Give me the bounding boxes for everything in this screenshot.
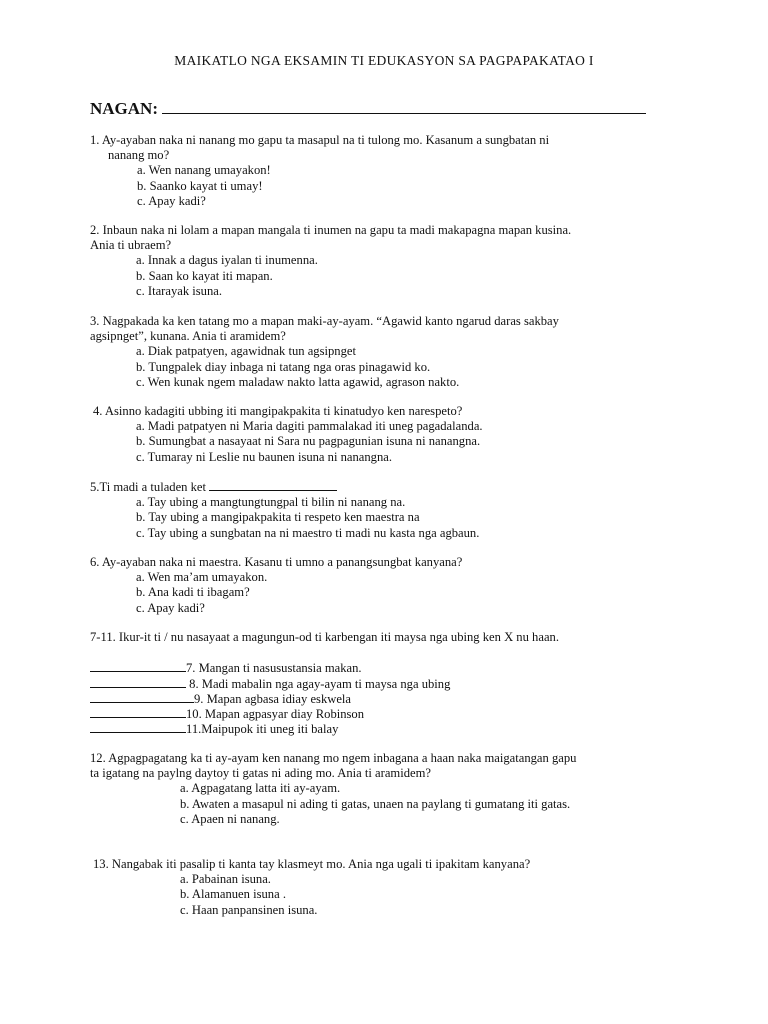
question-13-option-a: a. Pabainan isuna.	[180, 872, 271, 887]
question-9-row	[90, 691, 351, 707]
question-4-option-c: c. Tumaray ni Leslie nu baunen isuna ni nanangna.	[136, 449, 393, 464]
name-blank-line[interactable]	[162, 99, 646, 114]
question-3-stem-cont: agsipnget”, kunana. Ania ti aramidem?	[90, 329, 286, 344]
question-12-option-b: b. Awaten a masapul ni ading ti gatas, unaen na paylang ti gumatang iti gatas.	[180, 796, 571, 811]
question-4	[93, 404, 483, 465]
exam-title: MAIKATLO NGA EKSAMIN TI EDUKASYON SA PAGPAPAKATAO I	[174, 53, 594, 68]
question-1-stem: 1. Ay-ayaban naka ni nanang mo gapu ta masapul na ti tulong mo. Kasanum a sungbatan ni	[90, 133, 550, 147]
question-6-option-b: b. Ana kadi ti ibagam?	[136, 585, 250, 600]
question-4-option-b: b. Sumungbat a nasayaat ni Sara nu pagpagunian isuna ni nanangna.	[136, 434, 481, 449]
question-5-option-c: c. Tay ubing a sungbatan na ni maestro ti madi nu kasta nga agbaun.	[136, 525, 480, 540]
question-8-answer-blank[interactable]	[90, 676, 186, 688]
question-2	[90, 223, 571, 299]
question-2-option-b: b. Saan ko kayat iti mapan.	[136, 268, 273, 283]
question-3-option-a: a. Diak patpatyen, agawidnak tun agsipnget	[136, 344, 356, 359]
question-3	[90, 314, 559, 390]
question-5-stem: 5.Ti madi a tuladen ket	[90, 480, 207, 494]
question-6	[90, 555, 462, 616]
question-12-stem-cont: ta igatang na paylng daytoy ti gatas ni ading mo. Ania ti aramidem?	[90, 766, 431, 781]
question-2-stem-cont: Ania ti ubraem?	[90, 238, 172, 253]
question-1-option-b: b. Saanko kayat ti umay!	[137, 178, 263, 193]
question-12	[90, 751, 576, 827]
question-6-option-c: c. Apay kadi?	[136, 600, 205, 615]
question-1-option-c: c. Apay kadi?	[137, 193, 206, 208]
question-3-option-b: b. Tungpalek diay inbaga ni tatang nga oras pinagawid ko.	[136, 359, 431, 374]
name-label: NAGAN:	[90, 99, 158, 118]
question-6-stem: 6. Ay-ayaban naka ni maestra. Kasanu ti umno a panangsungbat kanyana?	[90, 555, 463, 569]
question-10-text: 10. Mapan agpasyar diay Robinson	[186, 707, 365, 721]
question-4-option-a: a. Madi patpatyen ni Maria dagiti pammalakad iti uneg pagadalanda.	[136, 419, 483, 434]
question-5	[90, 479, 479, 541]
question-11-answer-blank[interactable]	[90, 721, 186, 733]
questions-7-11-instruction: 7-11. Ikur-it ti / nu nasayaat a magungun-od ti karbengan iti maysa nga ubing ken X nu haan.	[90, 630, 559, 644]
question-2-option-c: c. Itarayak isuna.	[136, 283, 223, 298]
question-12-option-a: a. Agpagatang latta iti ay-ayam.	[180, 781, 341, 796]
question-1-stem-cont: nanang mo?	[108, 148, 170, 163]
question-5-answer-blank[interactable]	[209, 479, 337, 491]
question-7-row	[90, 660, 362, 676]
question-4-stem: 4. Asinno kadagiti ubbing iti mangipakpakita ti kinatudyo ken narespeto?	[93, 404, 463, 418]
question-2-option-a: a. Innak a dagus iyalan ti inumenna.	[136, 253, 318, 268]
question-9-text: 9. Mapan agbasa idiay eskwela	[194, 692, 352, 706]
question-10-row	[90, 706, 364, 722]
question-13-option-b: b. Alamanuen isuna .	[180, 887, 286, 902]
question-8-row	[90, 676, 450, 692]
name-field	[90, 99, 646, 119]
question-8-text: 8. Madi mabalin nga agay-ayam ti maysa nga ubing	[186, 677, 451, 691]
question-10-answer-blank[interactable]	[90, 706, 186, 718]
question-13	[93, 857, 530, 918]
question-5-option-b: b. Tay ubing a mangipakpakita ti respeto ken maestra na	[136, 510, 420, 525]
question-1	[90, 133, 549, 209]
question-6-option-a: a. Wen ma’am umayakon.	[136, 570, 268, 585]
question-12-stem: 12. Agpagpagatang ka ti ay-ayam ken nanang mo ngem inbagana a haan naka maigatangan gapu	[90, 751, 577, 765]
question-2-stem: 2. Inbaun naka ni lolam a mapan mangala ti inumen na gapu ta madi makapagna mapan kusina.	[90, 223, 572, 237]
question-5-option-a: a. Tay ubing a mangtungtungpal ti bilin ni nanang na.	[136, 495, 406, 510]
question-1-option-a: a. Wen nanang umayakon!	[137, 163, 271, 178]
question-9-answer-blank[interactable]	[90, 691, 194, 703]
question-13-option-c: c. Haan panpansinen isuna.	[180, 902, 318, 917]
question-12-option-c: c. Apaen ni nanang.	[180, 811, 280, 826]
question-7-text: 7. Mangan ti nasusustansia makan.	[186, 661, 362, 675]
question-3-stem: 3. Nagpakada ka ken tatang mo a mapan maki-ay-ayam. “Agawid kanto ngarud daras sakbay	[90, 314, 559, 328]
question-11-row	[90, 721, 338, 737]
question-7-answer-blank[interactable]	[90, 660, 186, 672]
question-3-option-c: c. Wen kunak ngem maladaw nakto latta agawid, agrason nakto.	[136, 374, 460, 389]
question-5-stem-row	[90, 479, 479, 495]
question-13-stem: 13. Nangabak iti pasalip ti kanta tay klasmeyt mo. Ania nga ugali ti ipakitam kanyana?	[93, 857, 531, 871]
question-11-text: 11.Maipupok iti uneg iti balay	[186, 722, 339, 736]
